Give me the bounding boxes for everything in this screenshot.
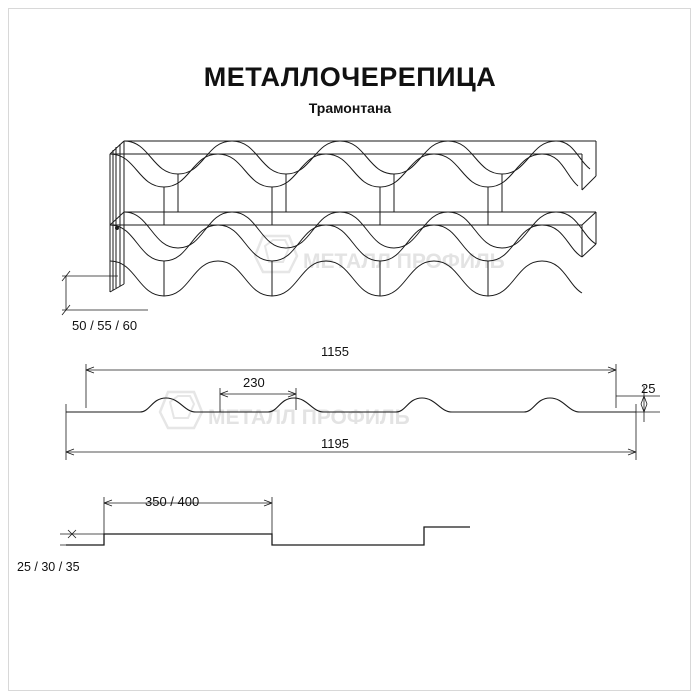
label-wave-height: 50 / 55 / 60 — [72, 318, 138, 333]
sheet-bottom-edge — [110, 261, 582, 296]
watermark-text-middle: МЕТАЛЛ ПРОФИЛЬ — [208, 406, 410, 429]
label-profile-height: 25 — [641, 381, 656, 396]
watermark-text-upper: МЕТАЛЛ ПРОФИЛЬ — [303, 250, 505, 273]
dimension-wave-height — [62, 271, 148, 315]
label-step-length: 350 / 400 — [145, 494, 200, 509]
edge-marker-dot — [115, 226, 119, 230]
cross-section-view — [66, 398, 636, 412]
label-useful-width: 1155 — [321, 344, 349, 359]
step-profile-view — [66, 527, 470, 545]
page-subtitle: Трамонтана — [308, 100, 392, 116]
isometric-sheet-view — [110, 141, 596, 296]
label-step-height: 25 / 30 / 35 — [17, 560, 80, 574]
tile-ribs — [164, 174, 502, 225]
label-wave-pitch: 230 — [243, 375, 265, 390]
page-title: МЕТАЛЛОЧЕРЕПИЦА — [203, 62, 497, 92]
label-total-width: 1195 — [321, 436, 349, 451]
watermark-middle — [160, 392, 410, 429]
tile-row-back — [110, 141, 590, 187]
tile-row-front — [110, 212, 596, 261]
